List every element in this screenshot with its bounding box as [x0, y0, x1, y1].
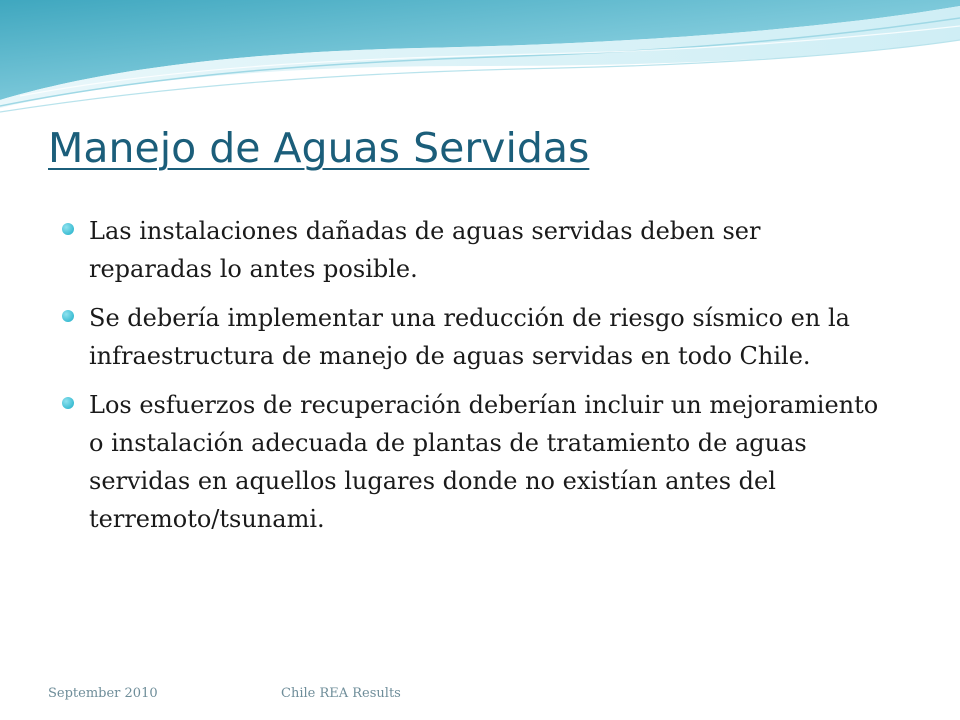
bullet-dot-icon [62, 223, 74, 235]
footer-date: September 2010 [48, 686, 158, 701]
bullet-dot-icon [62, 397, 74, 409]
bullet-item [62, 212, 882, 288]
bullet-text: Se debería implementar una reducción de riesgo sísmico en la infraestructura de manejo de aguas servidas en todo Chile. [89, 304, 850, 370]
header-wave-decoration [0, 0, 960, 130]
bullet-text: Las instalaciones dañadas de aguas servidas deben ser reparadas lo antes posible. [89, 217, 761, 283]
footer-title: Chile REA Results [281, 686, 401, 701]
bullet-text: Los esfuerzos de recuperación deberían incluir un mejoramiento o instalación adecuada de plantas de tratamiento de aguas servidas en aquellos lugares donde no existían antes del terremoto/tsunami. [89, 391, 879, 533]
bullet-dot-icon [62, 310, 74, 322]
bullet-item [62, 299, 882, 375]
bullet-list [62, 212, 882, 549]
bullet-item [62, 386, 882, 538]
slide-title[interactable]: Manejo de Aguas Servidas [48, 124, 590, 172]
